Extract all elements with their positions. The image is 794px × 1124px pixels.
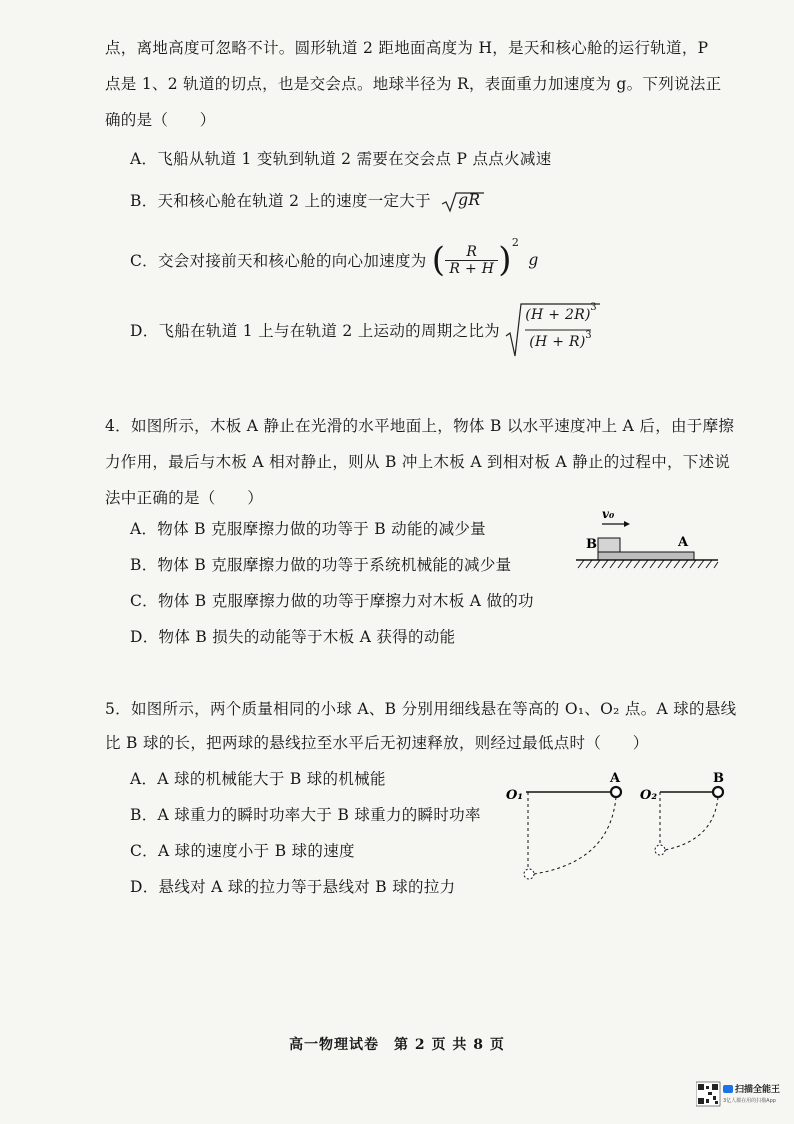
- q3-intro-line-1: 点，离地高度可忽略不计。圆形轨道 2 距地面高度为 H，是天和核心舱的运行轨道，P: [105, 39, 709, 57]
- q3-option-a: A．飞船从轨道 1 变轨到轨道 2 需要在交会点 P 点点火减速: [130, 150, 552, 168]
- q3-option-b: [130, 189, 486, 214]
- q3-intro-line-3: 确的是（ ）: [105, 111, 216, 129]
- q3-option-d-num-exp: 3: [590, 302, 597, 313]
- q3-intro-line-2: 点是 1、2 轨道的切点，也是交会点。地球半径为 R，表面重力加速度为 g。下列说法正: [105, 75, 722, 93]
- q3-option-b-text: B．天和核心舱在轨道 2 上的速度一定大于: [130, 192, 431, 210]
- q4-fig-a: A: [678, 535, 689, 550]
- q3-option-d-text: D．飞船在轨道 1 上与在轨道 2 上运动的周期之比为: [130, 322, 500, 340]
- q4-fig-b: B: [586, 537, 597, 552]
- q4-board-block-figure: [572, 502, 722, 574]
- q5-option-d: D．悬线对 A 球的拉力等于悬线对 B 球的拉力: [130, 878, 456, 896]
- scanner-badge-subtitle: 3亿人都在用的扫描App: [723, 1098, 776, 1104]
- scanner-badge: [696, 1080, 786, 1110]
- ball-b-icon: [713, 787, 723, 797]
- q5-pendulum-figure: [500, 766, 740, 886]
- q3-option-c-fraction: [445, 244, 498, 277]
- q3-option-c-text: C．交会对接前天和核心舱的向心加速度为: [130, 252, 427, 270]
- q4-line-2: 力作用，最后与木板 A 相对静止，则从 B 冲上木板 A 到相对板 A 静止的过程中，下述说: [105, 453, 731, 471]
- arrow-head-icon: [624, 521, 630, 527]
- q3-option-c-g: g: [528, 251, 539, 269]
- q5-fig-o1: O₁: [506, 788, 524, 803]
- scanner-badge-title: 扫描全能王: [735, 1085, 781, 1095]
- ball-b-lowest-icon: [655, 845, 665, 855]
- q5-fig-o2: O₂: [640, 788, 658, 803]
- paren-right-icon: ): [498, 240, 512, 280]
- block-b-icon: [598, 538, 620, 552]
- page-footer: 高一物理试卷 第 2 页 共 8 页: [289, 1037, 505, 1053]
- q4-option-b: B．物体 B 克服摩擦力做的功等于系统机械能的减少量: [130, 556, 512, 574]
- q4-option-d: D．物体 B 损失的动能等于木板 A 获得的动能: [130, 628, 456, 646]
- q5-line-2: 比 B 球的长，把两球的悬线拉至水平后无初速释放，则经过最低点时（ ）: [105, 734, 649, 752]
- q3-option-d-den: (H + R): [529, 334, 586, 350]
- q3-option-d: [130, 302, 601, 358]
- paren-left-icon: (: [431, 240, 446, 280]
- q5-option-c: C．A 球的速度小于 B 球的速度: [130, 842, 355, 860]
- q3-option-b-math: gR: [458, 191, 481, 209]
- q4-fig-v0: v₀: [602, 507, 615, 521]
- q3-option-c-num: R: [466, 243, 478, 260]
- swing-arc-b-icon: [665, 797, 718, 850]
- q4-line-3: 法中正确的是（ ）: [105, 489, 264, 507]
- q3-option-d-sqrt: [505, 302, 601, 358]
- q4-option-c: C．物体 B 克服摩擦力做的功等于摩擦力对木板 A 做的功: [130, 592, 534, 610]
- q3-option-b-sqrt: [440, 190, 486, 214]
- q5-fig-b: B: [713, 771, 724, 786]
- q4-line-1: 4．如图所示，木板 A 静止在光滑的水平地面上，物体 B 以水平速度冲上 A 后，由于摩擦: [105, 417, 735, 435]
- q3-option-c-exp: 2: [511, 236, 520, 249]
- q3-option-d-den-exp: 3: [585, 330, 592, 341]
- q3-option-c-den: R + H: [445, 260, 498, 277]
- ground-hatch-icon: [578, 560, 718, 568]
- ball-a-icon: [611, 787, 621, 797]
- q5-option-a: A．A 球的机械能大于 B 球的机械能: [130, 770, 386, 788]
- q3-option-c: [130, 236, 539, 280]
- q5-fig-a: A: [610, 771, 621, 786]
- q5-line-1: 5．如图所示，两个质量相同的小球 A、B 分别用细线悬在等高的 O₁、O₂ 点。A 球的悬线: [105, 700, 737, 718]
- board-a-icon: [598, 552, 694, 560]
- swing-arc-a-icon: [534, 797, 616, 874]
- q5-option-b: B．A 球重力的瞬时功率大于 B 球重力的瞬时功率: [130, 806, 481, 824]
- cs-logo-icon: [723, 1085, 733, 1093]
- ball-a-lowest-icon: [524, 869, 534, 879]
- q4-option-a: A．物体 B 克服摩擦力做的功等于 B 动能的减少量: [130, 520, 486, 538]
- q3-option-d-num: (H + 2R): [525, 307, 591, 323]
